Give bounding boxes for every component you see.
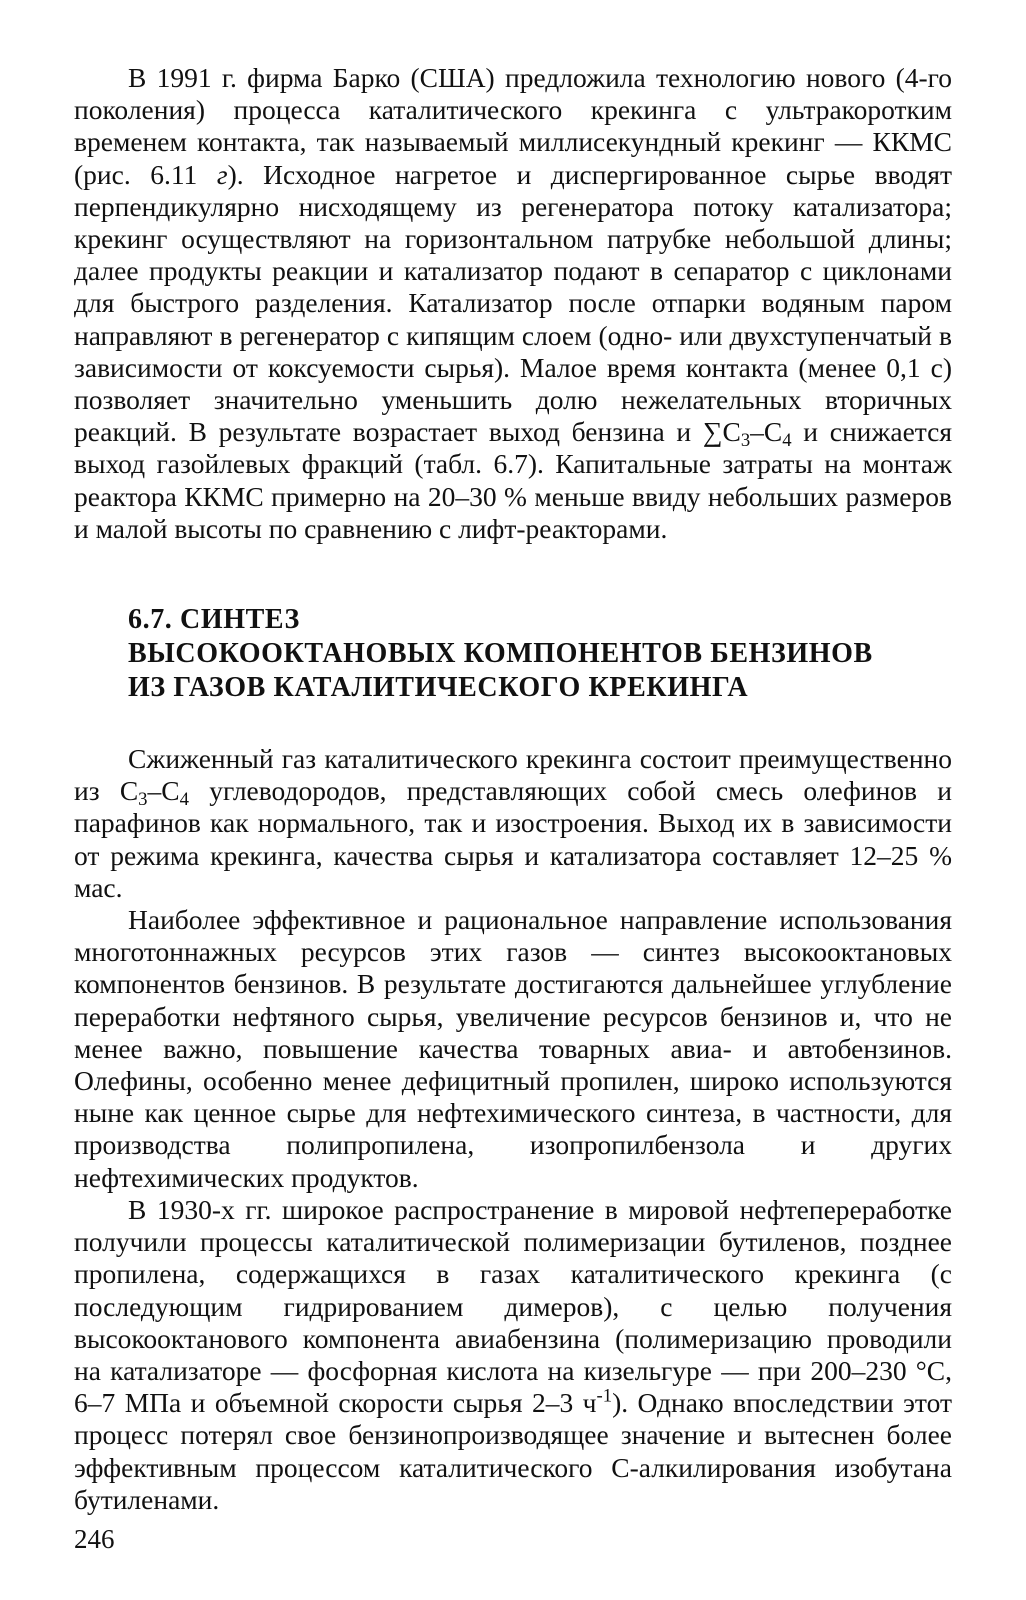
intro-text-1: В 1991 г. фирма Барко (США) предложила технологию нового (4-го поколения) процесса каталитического крекинга с ультракоротким временем контакта, так называемый миллисекундный крекинг — ККМС (рис. 6.11 — [74, 62, 952, 190]
paragraph-2 — [74, 743, 952, 904]
paragraph-2-dash: –C — [147, 775, 180, 807]
section-heading-line-1: 6.7. СИНТЕЗ — [128, 604, 300, 636]
intro-text-3: и снижается выход газойлевых фракций (табл. 6.7). Капитальные затраты на монтаж реактора ККМС примерно на 20–30 % меньше ввиду небольших размеров и малой высоты по сравнению с лифт-реакторами. — [74, 416, 952, 544]
superscript-minus-1: -1 — [596, 1385, 613, 1407]
section-heading-line-2: ВЫСОКООКТАНОВЫХ КОМПОНЕНТОВ БЕНЗИНОВ — [128, 638, 873, 670]
intro-dash: –C — [750, 416, 783, 448]
paragraph-3: Наиболее эффективное и рациональное направление использования многотоннажных ресурсов этих газов — синтез высокооктановых компонентов бензинов. В результате достигаются дальнейшее углубление переработки нефтяного сырья, увеличение ресурсов бензинов и, что не менее важно, повышение качества товарных авиа- и автобензинов. Олефины, особенно менее дефицитный пропилен, широко используются ныне как ценное сырье для нефтехимического синтеза, в частности, для производства полипропилена, изопропилбензола и других нефтехимических продуктов. — [74, 904, 952, 1193]
paragraph-2-text-1: Сжиженный газ каталитического крекинга состоит преимущественно из C — [74, 743, 952, 807]
paragraph-4 — [74, 1194, 952, 1516]
figure-letter: г — [216, 158, 228, 190]
paragraph-4-text-1: В 1930-х гг. широкое распространение в мировой нефтепереработке получили процессы каталитической полимеризации бутиленов, позднее пропилена, содержащихся в газах каталитического крекинга (с последующим гидрированием димеров), с целью получения высокооктанового компонента авиабензина (полимеризацию проводили на катализаторе — фосфорная кислота на кизельгуре — при 200–230 °С, 6–7 МПа и объемной скорости сырья 2–3 ч — [74, 1193, 952, 1419]
paragraph-4-text-2: ). Однако впоследствии этот процесс потерял свое бензинопроизводящее значение и вытеснен более эффективным процессом каталитического С-алкилирования изобутана бутиленами. — [74, 1387, 952, 1515]
subscript-3: 3 — [138, 789, 148, 811]
section-heading — [128, 603, 952, 705]
intro-text-2: ). Исходное нагретое и диспергированное сырье вводят перпендикулярно нисходящему из регенератора потоку катализатора; крекинг осуществляют на горизонтальном патрубке небольшой длины; далее продукты реакции и катализатор подают в сепаратор с циклонами для быстрого разделения. Катализатор после отпарки водяным паром направляют в регенератор с кипящим слоем (одно- или двухступенчатый в зависимости от коксуемости сырья). Малое время контакта (менее 0,1 с) позволяет значительно уменьшить долю нежелательных вторичных реакций. В результате возрастает выход бензина и ∑C — [74, 158, 953, 448]
subscript-3: 3 — [740, 430, 751, 452]
page-number: 246 — [74, 1524, 115, 1554]
subscript-4: 4 — [179, 789, 189, 811]
intro-paragraph — [74, 62, 952, 545]
subscript-4: 4 — [782, 430, 792, 452]
section-heading-line-3: ИЗ ГАЗОВ КАТАЛИТИЧЕСКОГО КРЕКИНГА — [128, 672, 749, 704]
paragraph-2-text-2: углеводородов, представляющих собой смесь олефинов и парафинов как нормального, так и изостроения. Выход их в зависимости от режима крекинга, качества сырья и катализатора составляет 12–25 % мас. — [74, 775, 952, 903]
page-body — [74, 62, 952, 1516]
